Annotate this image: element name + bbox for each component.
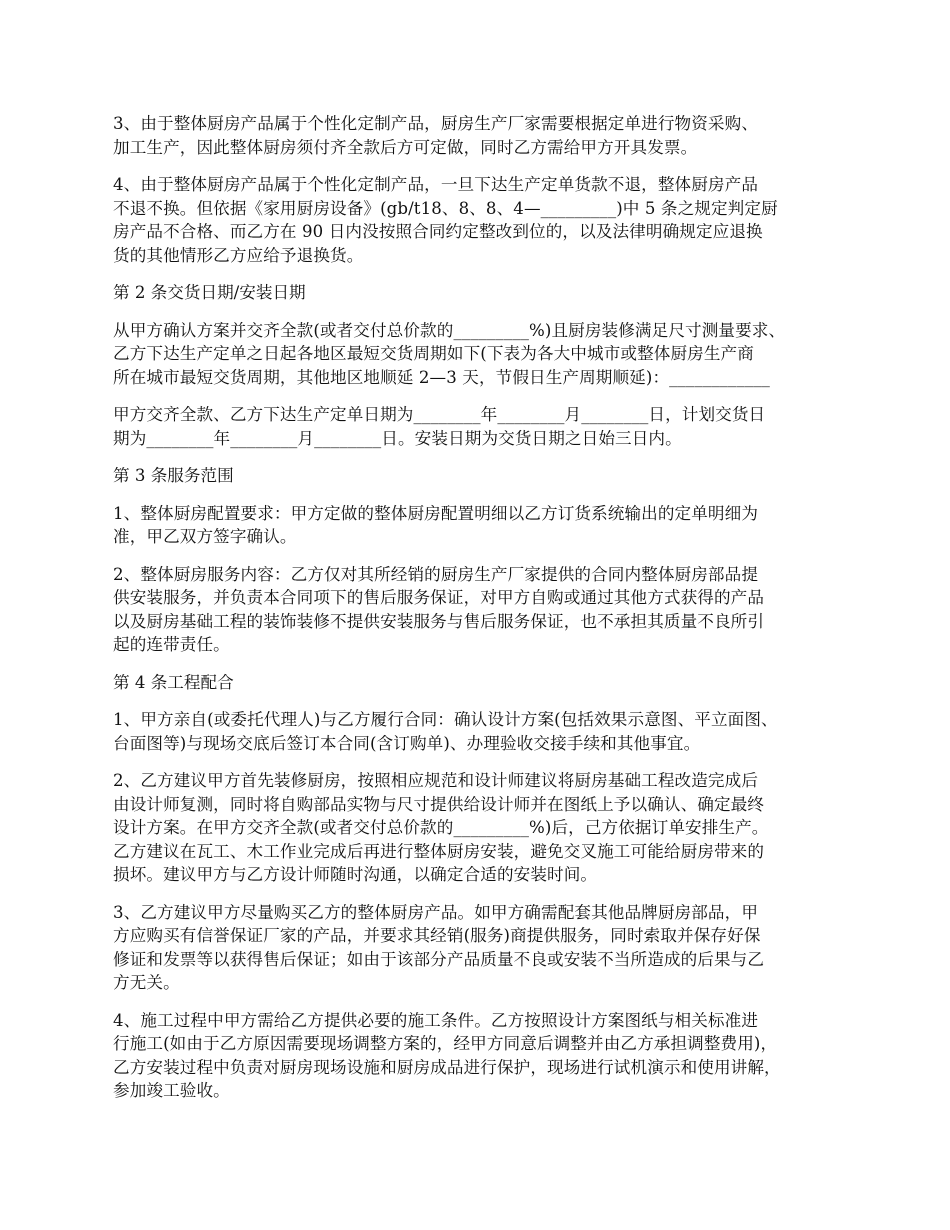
clause-paragraph: 4、由于整体厨房产品属于个性化定制产品，一旦下达生产定单货款不退，整体厨房产品 不退不换。但依据《家用厨房设备》(gb/t18、8、8、4—_________)中 5 条之规定判定厨 房产品不合格、而乙方在 90 日内没按照合同约定整改到位的，以及法律明确规定应退换 货的其他情形乙方应给予退换货。: [113, 175, 778, 265]
section-heading: 第 4 条工程配合: [113, 672, 234, 692]
clause-paragraph: 2、乙方建议甲方首先装修厨房，按照相应规范和设计师建议将厨房基础工程改造完成后 由设计师复测，同时将自购部品实物与尺寸提供给设计师并在图纸上予以确认、确定最终 设计方案。在甲方交齐全款(或者交付总价款的_________%)后，己方依据订单安排生产。 乙方建议在瓦工、木工作业完成后再进行整体厨房安装，避免交叉施工可能给厨房带来的 损坏。建议甲方与乙方设计师随时沟通，以确定合适的安装时间。: [113, 771, 769, 884]
clause-paragraph: 4、施工过程中甲方需给乙方提供必要的施工条件。乙方按照设计方案图纸与相关标准进 行施工(如由于乙方原因需要现场调整方案的，经甲方同意后调整并由乙方承担调整费用)， 乙方安装过程中负责对厨房现场设施和厨房成品进行保护，现场进行试机演示和使用讲解， 参加竣工验收。: [113, 1010, 781, 1100]
section-heading: 第 2 条交货日期/安装日期: [113, 283, 306, 302]
section-heading: 第 3 条服务范围: [113, 466, 234, 485]
clause-paragraph: 从甲方确认方案并交齐全款(或者交付总价款的_________%)且厨房装修满足尺寸测量要求、 乙方下达生产定单之日起各地区最短交货周期如下(下表为各大中城市或整体厨房生产商 所在城市最短交货周期，其他地区地顺延 2—3 天，节假日生产周期顺延)：____________: [113, 320, 786, 387]
clause-paragraph: 3、由于整体厨房产品属于个性化定制产品，厨房生产厂家需要根据定单进行物资采购、 加工生产，因此整体厨房须付齐全款后方可定做，同时乙方需给甲方开具发票。: [113, 114, 759, 157]
clause-paragraph: 2、整体厨房服务内容：乙方仅对其所经销的厨房生产厂家提供的合同内整体厨房部品提 供安装服务，并负责本合同项下的售后服务保证，对甲方自购或通过其他方式获得的产品 以及厨房基础工程的装饰装修不提供安装服务与售后服务保证，也不承担其质量不良所引 起的连带责任。: [113, 564, 765, 654]
clause-paragraph: 1、甲方亲自(或委托代理人)与乙方履行合同：确认设计方案(包括效果示意图、平立面图、 台面图等)与现场交底后签订本合同(含订购单)、办理验收交接手续和其他事宜。: [113, 710, 778, 753]
clause-paragraph: 甲方交齐全款、乙方下达生产定单日期为________年________月________日，计划交货日 期为________年________月________日。安装日期为交货日期之日始三日内。: [113, 405, 766, 448]
clause-paragraph: 3、乙方建议甲方尽量购买乙方的整体厨房产品。如甲方确需配套其他品牌厨房部品，甲 方应购买有信誉保证厂家的产品，并要求其经销(服务)商提供服务，同时索取并保存好保 修证和发票等以获得售后保证；如由于该部分产品质量不良或安装不当所造成的后果与乙 方无关。: [113, 902, 765, 992]
document-page: [113, 112, 843, 1117]
clause-paragraph: 1、整体厨房配置要求：甲方定做的整体厨房配置明细以乙方订货系统输出的定单明细为 准，甲乙双方签字确认。: [113, 503, 759, 546]
